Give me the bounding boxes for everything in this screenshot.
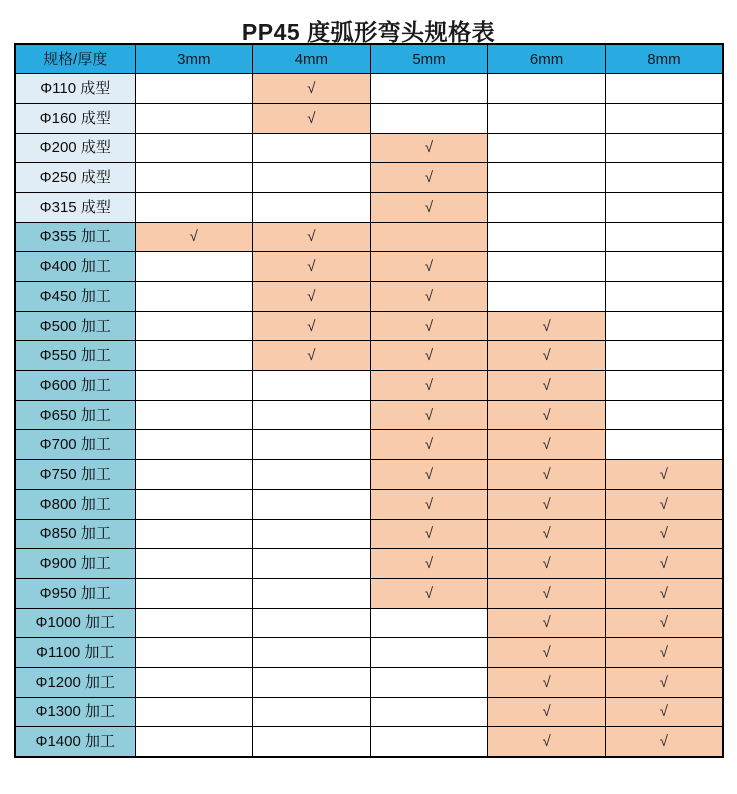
row-label: Φ1300 加工	[15, 697, 135, 727]
row-label: Φ1000 加工	[15, 608, 135, 638]
check-cell: √	[605, 638, 723, 668]
empty-cell	[253, 549, 371, 579]
check-cell: √	[370, 519, 488, 549]
empty-cell	[135, 311, 253, 341]
row-label: Φ355 加工	[15, 222, 135, 252]
check-cell: √	[253, 311, 371, 341]
empty-cell	[135, 400, 253, 430]
check-cell: √	[370, 192, 488, 222]
empty-cell	[135, 608, 253, 638]
empty-cell	[135, 549, 253, 579]
empty-cell	[253, 697, 371, 727]
table-row	[15, 192, 723, 222]
row-label: Φ1200 加工	[15, 667, 135, 697]
check-cell: √	[488, 460, 606, 490]
empty-cell	[135, 489, 253, 519]
check-cell: √	[605, 608, 723, 638]
empty-cell	[253, 133, 371, 163]
empty-cell	[488, 74, 606, 104]
table-row	[15, 74, 723, 104]
empty-cell	[135, 341, 253, 371]
table-row	[15, 519, 723, 549]
check-cell: √	[253, 252, 371, 282]
check-cell: √	[370, 489, 488, 519]
row-label: Φ110 成型	[15, 74, 135, 104]
column-header-6mm: 6mm	[488, 44, 606, 74]
empty-cell	[135, 133, 253, 163]
check-cell: √	[605, 519, 723, 549]
check-cell: √	[370, 133, 488, 163]
empty-cell	[135, 727, 253, 757]
check-cell: √	[488, 519, 606, 549]
check-cell: √	[370, 371, 488, 401]
empty-cell	[253, 638, 371, 668]
corner-header-spec-thickness: 规格/厚度	[15, 44, 135, 74]
check-cell: √	[605, 667, 723, 697]
empty-cell	[253, 519, 371, 549]
check-cell: √	[488, 667, 606, 697]
check-cell: √	[605, 578, 723, 608]
check-cell: √	[488, 489, 606, 519]
row-label: Φ315 成型	[15, 192, 135, 222]
table-row	[15, 163, 723, 193]
empty-cell	[605, 252, 723, 282]
page-title: PP45 度弧形弯头规格表	[241, 19, 496, 45]
empty-cell	[253, 667, 371, 697]
empty-cell	[253, 192, 371, 222]
empty-cell	[135, 103, 253, 133]
check-cell: √	[488, 727, 606, 757]
row-label: Φ900 加工	[15, 549, 135, 579]
check-cell: √	[135, 222, 253, 252]
empty-cell	[253, 400, 371, 430]
empty-cell	[488, 163, 606, 193]
spec-table	[14, 43, 724, 758]
empty-cell	[135, 519, 253, 549]
empty-cell	[488, 133, 606, 163]
table-row	[15, 430, 723, 460]
table-row	[15, 638, 723, 668]
check-cell: √	[488, 311, 606, 341]
column-header-4mm: 4mm	[253, 44, 371, 74]
empty-cell	[605, 371, 723, 401]
check-cell: √	[605, 549, 723, 579]
empty-cell	[253, 578, 371, 608]
table-row	[15, 460, 723, 490]
check-cell: √	[488, 697, 606, 727]
check-cell: √	[370, 282, 488, 312]
check-cell: √	[488, 371, 606, 401]
row-label: Φ160 成型	[15, 103, 135, 133]
empty-cell	[370, 667, 488, 697]
table-row	[15, 311, 723, 341]
check-cell: √	[488, 400, 606, 430]
check-cell: √	[370, 578, 488, 608]
table-header	[15, 44, 723, 74]
check-cell: √	[370, 252, 488, 282]
table-row	[15, 549, 723, 579]
check-cell: √	[605, 697, 723, 727]
empty-cell	[370, 727, 488, 757]
check-cell: √	[605, 460, 723, 490]
empty-cell	[605, 192, 723, 222]
check-cell: √	[488, 578, 606, 608]
empty-cell	[135, 282, 253, 312]
check-cell: √	[370, 430, 488, 460]
column-header-8mm: 8mm	[605, 44, 723, 74]
row-label: Φ550 加工	[15, 341, 135, 371]
check-cell: √	[370, 311, 488, 341]
table-row	[15, 489, 723, 519]
check-cell: √	[488, 638, 606, 668]
table-row	[15, 608, 723, 638]
table-row	[15, 697, 723, 727]
empty-cell	[488, 103, 606, 133]
check-cell: √	[253, 222, 371, 252]
check-cell: √	[488, 549, 606, 579]
check-cell: √	[370, 549, 488, 579]
empty-cell	[135, 578, 253, 608]
empty-cell	[370, 697, 488, 727]
table-row	[15, 578, 723, 608]
empty-cell	[253, 371, 371, 401]
check-cell: √	[370, 341, 488, 371]
check-cell: √	[370, 163, 488, 193]
empty-cell	[135, 192, 253, 222]
empty-cell	[253, 608, 371, 638]
table-row	[15, 400, 723, 430]
row-label: Φ400 加工	[15, 252, 135, 282]
check-cell: √	[488, 608, 606, 638]
empty-cell	[370, 608, 488, 638]
empty-cell	[605, 282, 723, 312]
empty-cell	[605, 400, 723, 430]
empty-cell	[605, 341, 723, 371]
empty-cell	[135, 667, 253, 697]
table-row	[15, 103, 723, 133]
row-label: Φ200 成型	[15, 133, 135, 163]
row-label: Φ700 加工	[15, 430, 135, 460]
column-header-5mm: 5mm	[370, 44, 488, 74]
empty-cell	[253, 727, 371, 757]
check-cell: √	[370, 460, 488, 490]
row-label: Φ500 加工	[15, 311, 135, 341]
check-cell: √	[253, 282, 371, 312]
row-label: Φ600 加工	[15, 371, 135, 401]
row-label: Φ1100 加工	[15, 638, 135, 668]
row-label: Φ850 加工	[15, 519, 135, 549]
column-header-3mm: 3mm	[135, 44, 253, 74]
empty-cell	[370, 74, 488, 104]
empty-cell	[488, 252, 606, 282]
empty-cell	[605, 430, 723, 460]
empty-cell	[605, 103, 723, 133]
empty-cell	[253, 489, 371, 519]
empty-cell	[488, 222, 606, 252]
row-label: Φ450 加工	[15, 282, 135, 312]
table-row	[15, 282, 723, 312]
header-row	[15, 44, 723, 74]
table-row	[15, 252, 723, 282]
empty-cell	[135, 74, 253, 104]
empty-cell	[135, 430, 253, 460]
table-body	[15, 74, 723, 757]
empty-cell	[135, 163, 253, 193]
empty-cell	[488, 282, 606, 312]
row-label: Φ650 加工	[15, 400, 135, 430]
empty-cell	[253, 163, 371, 193]
row-label: Φ1400 加工	[15, 727, 135, 757]
empty-cell	[253, 430, 371, 460]
row-label: Φ750 加工	[15, 460, 135, 490]
table-row	[15, 341, 723, 371]
empty-cell	[370, 103, 488, 133]
empty-cell	[135, 371, 253, 401]
table-row	[15, 371, 723, 401]
table-row	[15, 667, 723, 697]
empty-cell	[135, 460, 253, 490]
empty-cell	[605, 163, 723, 193]
empty-cell	[605, 74, 723, 104]
empty-cell	[605, 311, 723, 341]
empty-cell	[605, 222, 723, 252]
table-row	[15, 222, 723, 252]
check-cell: √	[488, 341, 606, 371]
empty-cell	[135, 638, 253, 668]
row-label: Φ800 加工	[15, 489, 135, 519]
empty-cell	[135, 252, 253, 282]
check-cell: √	[253, 103, 371, 133]
empty-cell	[135, 697, 253, 727]
empty-cell	[370, 638, 488, 668]
check-cell: √	[488, 430, 606, 460]
row-label: Φ950 加工	[15, 578, 135, 608]
check-cell: √	[605, 727, 723, 757]
table-row	[15, 133, 723, 163]
check-cell: √	[605, 489, 723, 519]
row-label: Φ250 成型	[15, 163, 135, 193]
empty-cell	[605, 133, 723, 163]
empty-cell	[253, 460, 371, 490]
check-cell: √	[253, 74, 371, 104]
check-cell: √	[253, 341, 371, 371]
highlight-cell	[370, 222, 488, 252]
table-row	[15, 727, 723, 757]
empty-cell	[488, 192, 606, 222]
check-cell: √	[370, 400, 488, 430]
